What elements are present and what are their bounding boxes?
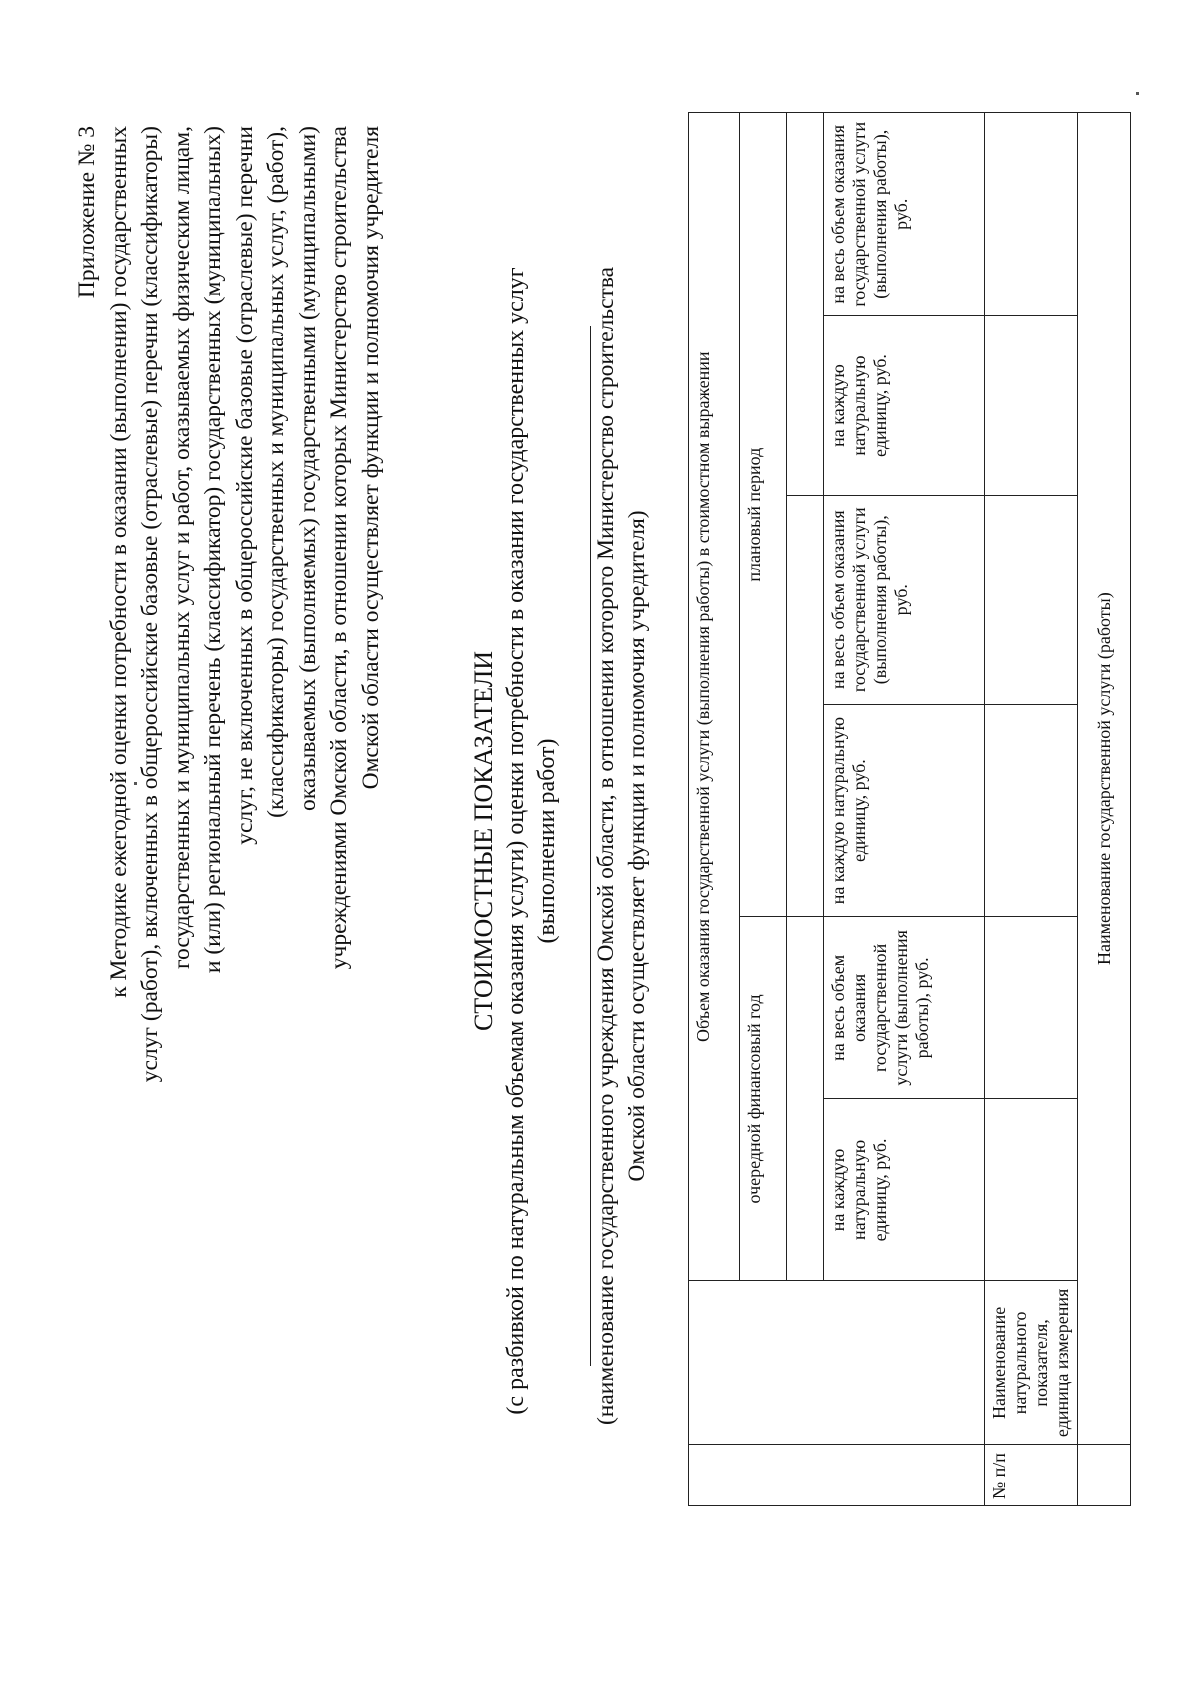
table-cell [787, 917, 824, 1281]
document-subtitle-cont: (выполнении работ) [534, 738, 560, 944]
table-cell [985, 316, 1078, 495]
table-cell [985, 917, 1078, 1099]
table-cell [985, 1099, 1078, 1281]
cost-indicators-table [688, 112, 1131, 1506]
annex-line: учреждениями Омской области, в отношении которых Министерство строительства [326, 126, 352, 970]
annex-line: (классификаторы) государственных и муниципальных услуг, (работ), [263, 126, 289, 818]
document-title: СТОИМОСТНЫЕ ПОКАЗАТЕЛИ [469, 650, 498, 1032]
scan-speck [1136, 92, 1139, 95]
service-name-row: Наименование государственной услуги (работы) [1078, 113, 1131, 1445]
annex-header [72, 126, 387, 1306]
table-cell [689, 1281, 985, 1445]
header-per-unit: на каждую натуральную единицу, руб. [824, 1099, 985, 1281]
header-total: на весь объем оказания государственной услуги (выполнения работы), руб. [824, 495, 985, 704]
table-group-header: Объем оказания государственной услуги (выполнения работы) в стоимостном выражении [689, 113, 740, 1281]
table-cell [689, 1445, 985, 1506]
header-total: на весь объем оказания государственной услуги (выполнения работы), руб. [824, 113, 985, 317]
annex-line: услуг, не включенных в общероссийские базовые (отраслевые) перечни [231, 126, 258, 845]
annex-line: Омской области осуществляет функции и полномочия учредителя [357, 126, 384, 790]
institution-caption: (наименование государственного учреждения Омской области, в отношении которого Министерство строительства [593, 266, 619, 1426]
header-per-unit: на каждую натуральную единицу, руб. [824, 704, 985, 916]
header-indicator-name: Наименование натурального показателя, единица измерения [985, 1281, 1078, 1445]
institution-block [590, 126, 653, 1566]
annex-line: к Методике ежегодной оценки потребности в оказании (выполнении) государственных [105, 126, 132, 998]
annex-line: Приложение № 3 [74, 126, 100, 299]
annex-line: услуг (работ), включенных в общероссийские базовые (отраслевые) перечни (классификаторы) [137, 126, 163, 1083]
annex-line: и (или) региональный перечень (классификатор) государственных (муниципальных) [200, 126, 226, 974]
header-number: № п/п [985, 1445, 1078, 1506]
scan-speck [134, 782, 137, 785]
document-title-block [468, 216, 563, 1466]
header-per-unit: на каждую натуральную единицу, руб. [824, 316, 985, 495]
header-current-year: очередной финансовый год [740, 917, 787, 1281]
table-cell [787, 495, 824, 917]
header-plan-period: плановый период [740, 113, 787, 917]
table-cell [985, 495, 1078, 704]
header-total: на весь объем оказания государственной услуги (выполнения работы), руб. [824, 917, 985, 1099]
annex-line: оказываемых (выполняемых) государственными (муниципальными) [294, 126, 321, 811]
table-cell [787, 113, 824, 496]
table-cell [985, 113, 1078, 317]
institution-caption-cont: Омской области осуществляет функции и полномочия учредителя) [624, 510, 650, 1182]
table-cell [1078, 1445, 1131, 1506]
table-cell [985, 704, 1078, 916]
annex-line: государственных и муниципальных услуг и работ, оказываемых физическим лицам, [168, 126, 195, 970]
document-subtitle: (с разбивкой по натуральным объемам оказания услуги) оценки потребности в оказании государственных услуг [503, 267, 529, 1415]
